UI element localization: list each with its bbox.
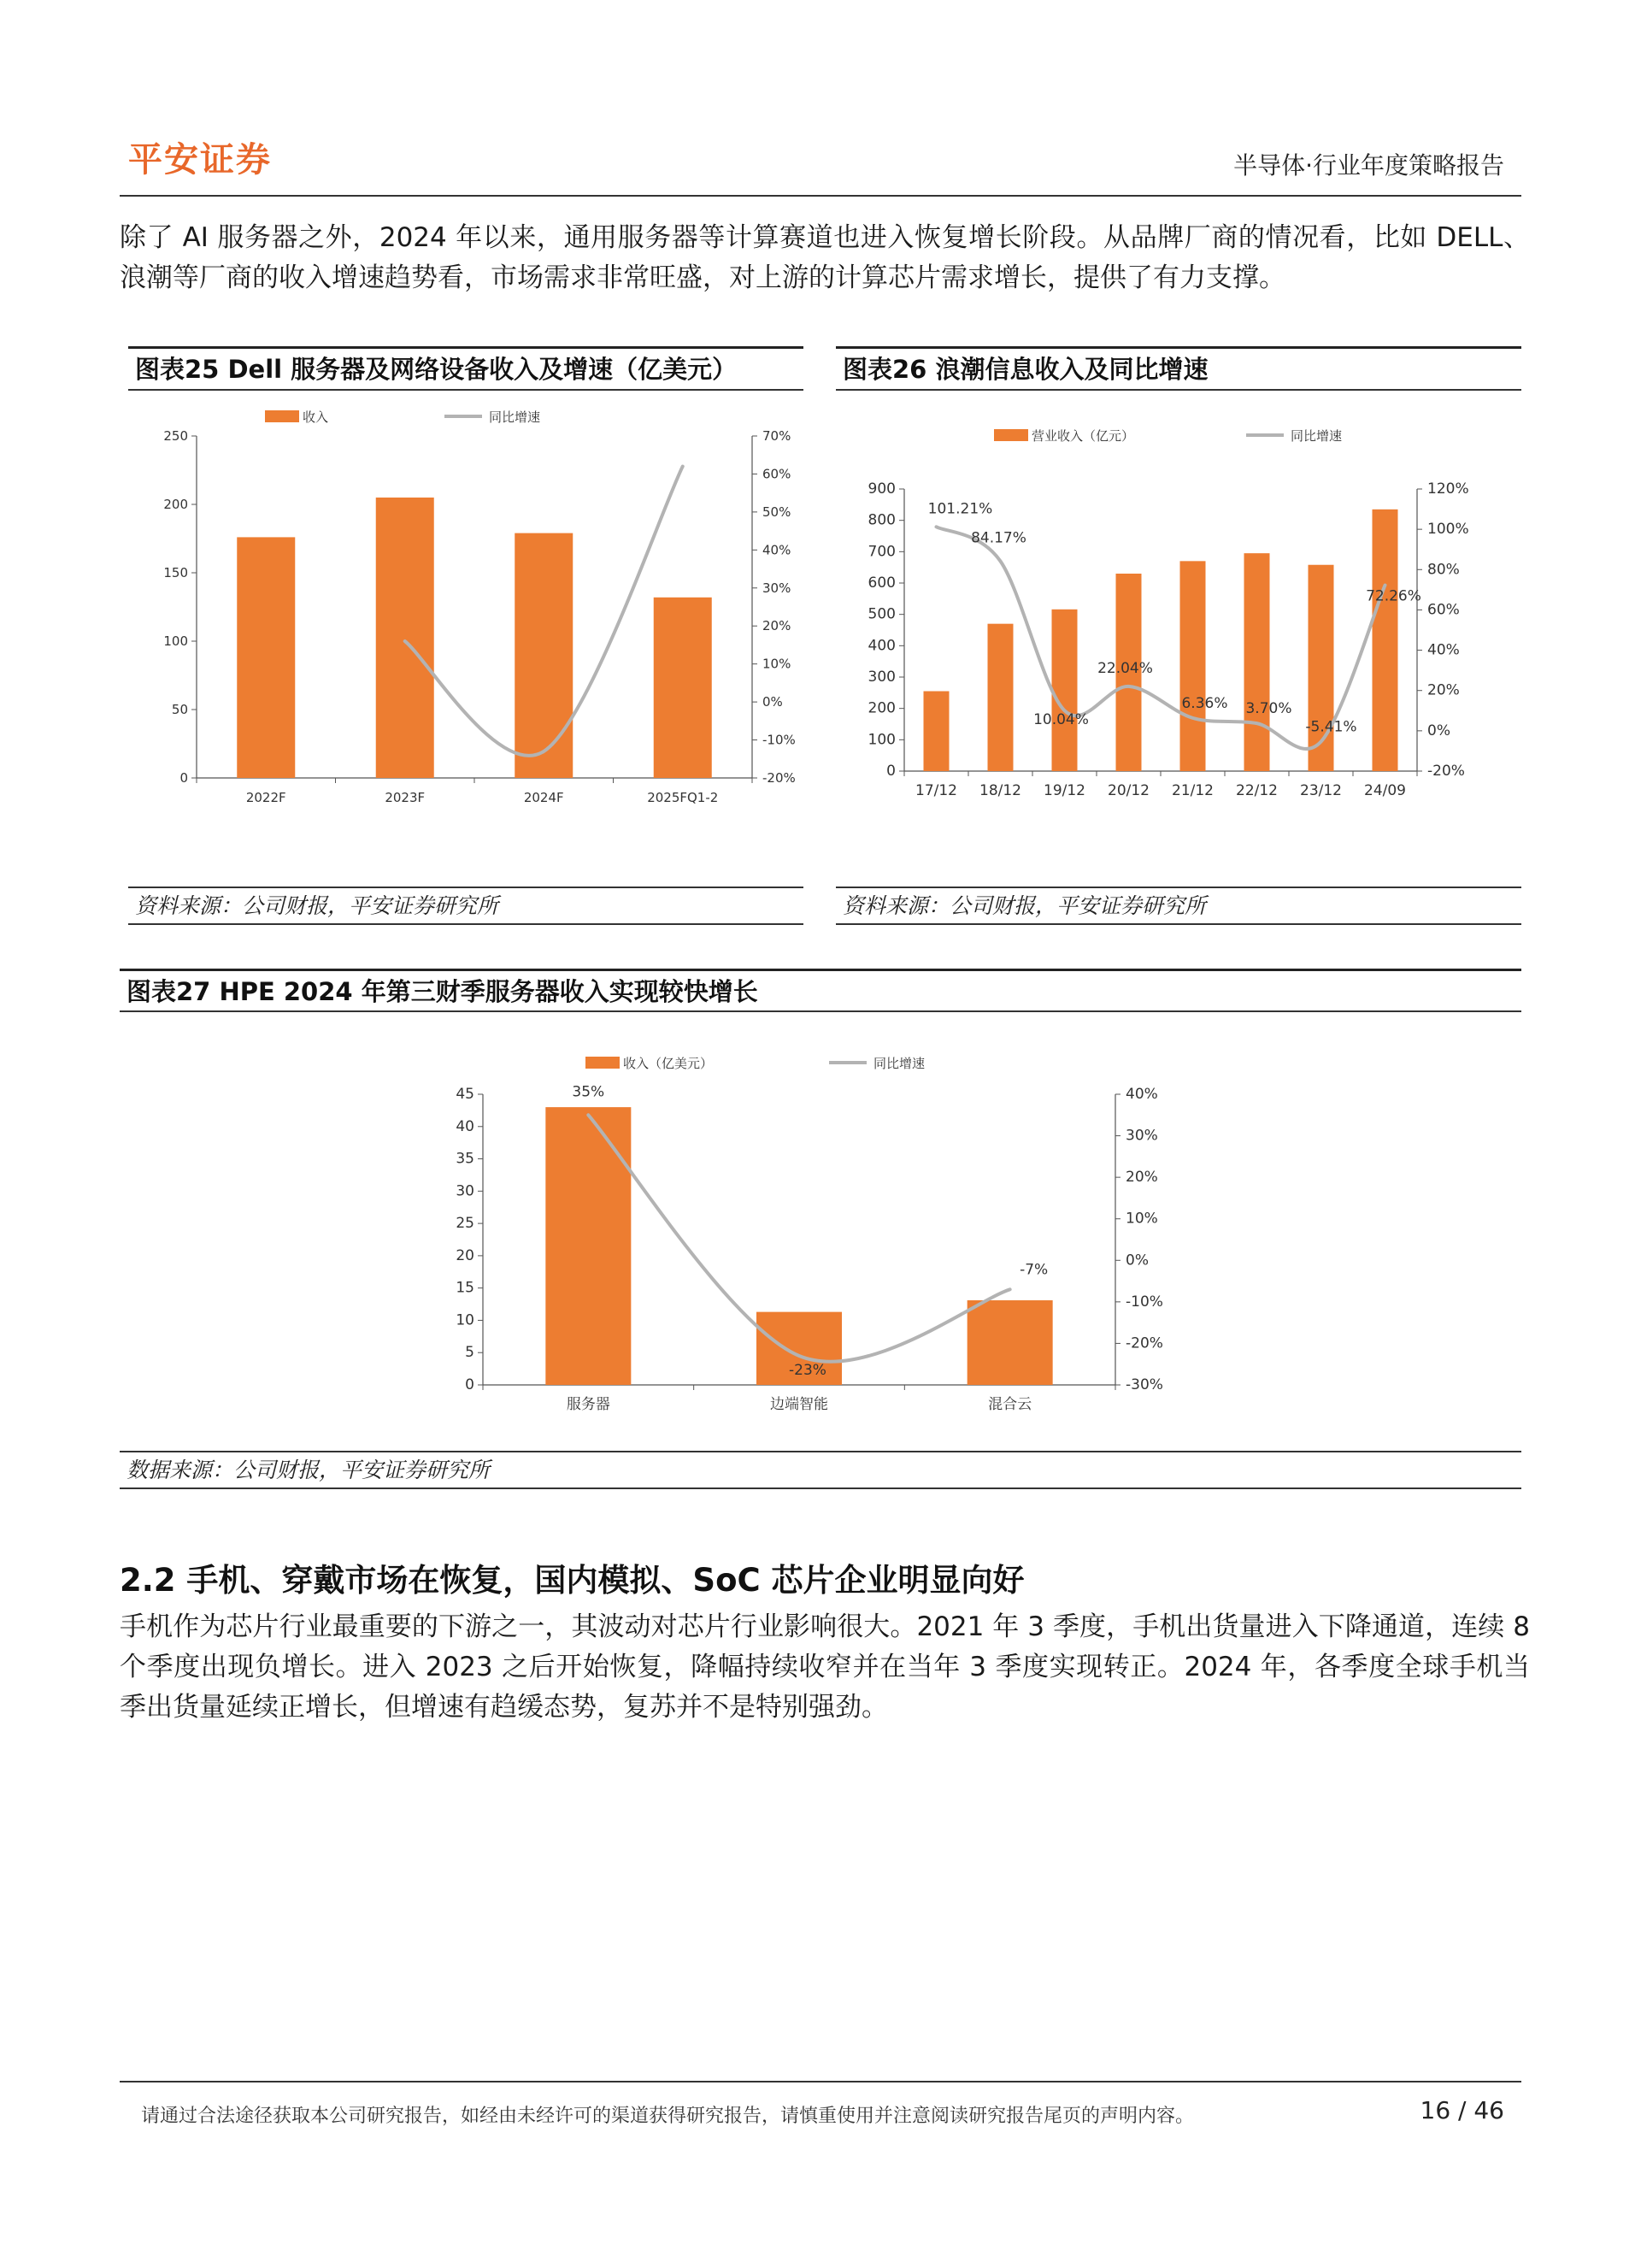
legend-line-label: 同比增速 <box>489 409 541 425</box>
fig25-bottom-rule <box>128 923 803 925</box>
legend-bar-label: 营业收入（亿元） <box>1032 428 1135 444</box>
left-tick-label: 600 <box>868 574 896 592</box>
section-title: 2.2 手机、穿戴市场在恢复，国内模拟、SoC 芯片企业明显向好 <box>120 1562 1025 1599</box>
growth-data-label: 3.70% <box>1245 700 1292 718</box>
left-tick-label: 500 <box>868 605 896 623</box>
right-tick-label: -10% <box>762 732 796 748</box>
right-tick-label: 0% <box>762 694 783 710</box>
fig27-top-rule <box>120 969 1521 971</box>
growth-data-label: 72.26% <box>1366 587 1421 605</box>
fig26-bottom-rule <box>836 923 1521 925</box>
bar <box>1052 610 1078 771</box>
left-tick-label: 35 <box>456 1150 474 1168</box>
right-tick-label: -20% <box>762 770 796 786</box>
growth-data-label: -23% <box>789 1362 826 1379</box>
bar <box>988 624 1014 771</box>
left-tick-label: 200 <box>163 497 188 512</box>
left-tick-label: 0 <box>179 770 188 786</box>
fig25-chart-area <box>128 402 803 881</box>
header-divider <box>120 195 1521 197</box>
left-tick-label: 400 <box>868 637 896 655</box>
fig26-chart-area <box>836 402 1521 881</box>
fig27-chart-area <box>444 1043 1214 1419</box>
right-tick-label: 50% <box>762 504 791 520</box>
bar <box>924 692 950 772</box>
category-label: 22/12 <box>1236 782 1278 799</box>
fig26-source: 资料来源：公司财报，平安证券研究所 <box>843 893 1207 918</box>
fig26-source-rule <box>836 887 1521 888</box>
left-tick-label: 100 <box>868 731 896 749</box>
fig27-source-rule <box>120 1451 1521 1452</box>
left-tick-label: 25 <box>456 1215 474 1233</box>
fig25-chart <box>128 402 803 881</box>
bar <box>1180 561 1206 771</box>
left-tick-label: 40 <box>456 1117 474 1135</box>
legend-bar-swatch <box>265 410 299 422</box>
bar <box>1373 510 1398 771</box>
category-label: 2022F <box>245 790 286 805</box>
bar <box>968 1300 1053 1385</box>
category-label: 边端智能 <box>770 1396 828 1413</box>
growth-data-label: -5.41% <box>1305 718 1357 736</box>
category-label: 17/12 <box>915 782 957 799</box>
right-tick-label: 60% <box>1427 601 1460 619</box>
growth-data-label: 84.17% <box>971 529 1026 547</box>
category-label: 2023F <box>385 790 426 805</box>
footer-disclaimer: 请通过合法途径获取本公司研究报告，如经由未经许可的渠道获得研究报告，请慎重使用并注意阅读研究报告尾页的声明内容。 <box>141 2106 1195 2127</box>
growth-data-label: 101.21% <box>927 500 993 518</box>
right-tick-label: 10% <box>762 656 791 672</box>
growth-data-label: 10.04% <box>1033 711 1089 729</box>
legend-line-label: 同比增速 <box>1291 428 1343 444</box>
left-tick-label: 200 <box>868 699 896 717</box>
left-tick-label: 10 <box>456 1311 474 1329</box>
legend-bar-label: 收入（亿美元） <box>623 1056 714 1071</box>
left-tick-label: 800 <box>868 511 896 529</box>
right-tick-label: 0% <box>1126 1252 1149 1269</box>
category-label: 23/12 <box>1300 782 1342 799</box>
fig27-source: 数据来源：公司财报，平安证券研究所 <box>126 1458 491 1482</box>
fig26-top-rule <box>836 346 1521 349</box>
bar <box>545 1107 631 1385</box>
fig25-source-rule <box>128 887 803 888</box>
left-tick-label: 0 <box>465 1376 474 1393</box>
fig26-title-rule <box>836 389 1521 391</box>
right-tick-label: 60% <box>762 466 791 482</box>
right-tick-label: 80% <box>1427 561 1460 579</box>
right-tick-label: 40% <box>1427 641 1460 659</box>
left-tick-label: 0 <box>886 763 896 780</box>
growth-data-label: 6.36% <box>1181 694 1228 712</box>
right-tick-label: 70% <box>762 428 791 444</box>
left-tick-label: 150 <box>163 565 188 580</box>
fig25-source: 资料来源：公司财报，平安证券研究所 <box>135 893 499 918</box>
fig25-top-rule <box>128 346 803 349</box>
right-tick-label: 40% <box>762 542 791 558</box>
right-tick-label: -20% <box>1427 763 1465 780</box>
section-paragraph: 手机作为芯片行业最重要的下游之一，其波动对芯片行业影响很大。2021 年 3 季度，手机出货量进入下降通道，连续 8 个季度出现负增长。进入 2023 之后开始恢复，降幅持续收窄并在当年 3 季度实现转正。2024 年，各季度全球手机当季出货量延续正增长，但增速有趋缓态势，复苏并不是特别强劲。 <box>120 1611 1530 1723</box>
legend-line-label: 同比增速 <box>873 1056 926 1071</box>
left-tick-label: 50 <box>171 702 188 717</box>
fig26-title: 图表26 浪潮信息收入及同比增速 <box>843 355 1209 384</box>
left-tick-label: 20 <box>456 1246 474 1264</box>
left-tick-label: 5 <box>465 1344 474 1362</box>
fig27-chart <box>444 1043 1214 1419</box>
footer-divider <box>120 2081 1521 2082</box>
category-label: 21/12 <box>1172 782 1214 799</box>
fig25-title-rule <box>128 389 803 391</box>
right-tick-label: 120% <box>1427 480 1469 498</box>
legend-bar-swatch <box>585 1057 620 1069</box>
legend-bar-swatch <box>994 429 1028 441</box>
right-tick-label: -20% <box>1126 1334 1163 1352</box>
right-tick-label: 0% <box>1427 722 1450 739</box>
legend-bar-label: 收入 <box>303 409 329 425</box>
category-label: 18/12 <box>979 782 1021 799</box>
growth-data-label: 35% <box>572 1083 605 1101</box>
bar <box>376 498 434 778</box>
page-number: 16 / 46 <box>1420 2096 1504 2124</box>
left-tick-label: 300 <box>868 669 896 686</box>
right-tick-label: 30% <box>762 580 791 596</box>
left-tick-label: 250 <box>163 428 188 444</box>
report-title: 半导体·行业年度策略报告 <box>1233 151 1504 180</box>
fig27-title-rule <box>120 1010 1521 1012</box>
category-label: 24/09 <box>1364 782 1406 799</box>
fig27-bottom-rule <box>120 1487 1521 1489</box>
left-tick-label: 45 <box>456 1086 474 1103</box>
intro-paragraph: 除了 AI 服务器之外，2024 年以来，通用服务器等计算赛道也进入恢复增长阶段。从品牌厂商的情况看，比如 DELL、浪潮等厂商的收入增速趋势看，市场需求非常旺盛，对上游的计算芯片需求增长，提供了有力支撑。 <box>120 222 1530 293</box>
category-label: 20/12 <box>1108 782 1150 799</box>
right-tick-label: 20% <box>1427 681 1460 699</box>
growth-data-label: 22.04% <box>1097 659 1153 677</box>
left-tick-label: 700 <box>868 543 896 561</box>
right-tick-label: -10% <box>1126 1293 1163 1311</box>
right-tick-label: 20% <box>762 618 791 634</box>
right-tick-label: 10% <box>1126 1210 1158 1228</box>
fig27-title: 图表27 HPE 2024 年第三财季服务器收入实现较快增长 <box>126 977 758 1006</box>
category-label: 服务器 <box>566 1396 610 1413</box>
right-tick-label: 100% <box>1427 521 1469 539</box>
brand-logo: 平安证券 <box>128 140 272 180</box>
bar <box>515 533 573 778</box>
left-tick-label: 100 <box>163 633 188 649</box>
left-tick-label: 15 <box>456 1279 474 1297</box>
bar <box>1244 553 1270 771</box>
category-label: 19/12 <box>1044 782 1085 799</box>
bar <box>654 598 712 778</box>
bar <box>237 537 295 778</box>
left-tick-label: 30 <box>456 1182 474 1200</box>
left-tick-label: 900 <box>868 480 896 498</box>
right-tick-label: 40% <box>1126 1086 1158 1103</box>
fig25-title: 图表25 Dell 服务器及网络设备收入及增速（亿美元） <box>135 355 738 384</box>
category-label: 2025FQ1-2 <box>647 790 719 805</box>
right-tick-label: 30% <box>1126 1127 1158 1145</box>
right-tick-label: -30% <box>1126 1376 1163 1393</box>
category-label: 混合云 <box>988 1396 1032 1413</box>
growth-data-label: -7% <box>1020 1261 1049 1279</box>
fig26-chart <box>836 402 1521 881</box>
category-label: 2024F <box>523 790 564 805</box>
right-tick-label: 20% <box>1126 1169 1158 1187</box>
